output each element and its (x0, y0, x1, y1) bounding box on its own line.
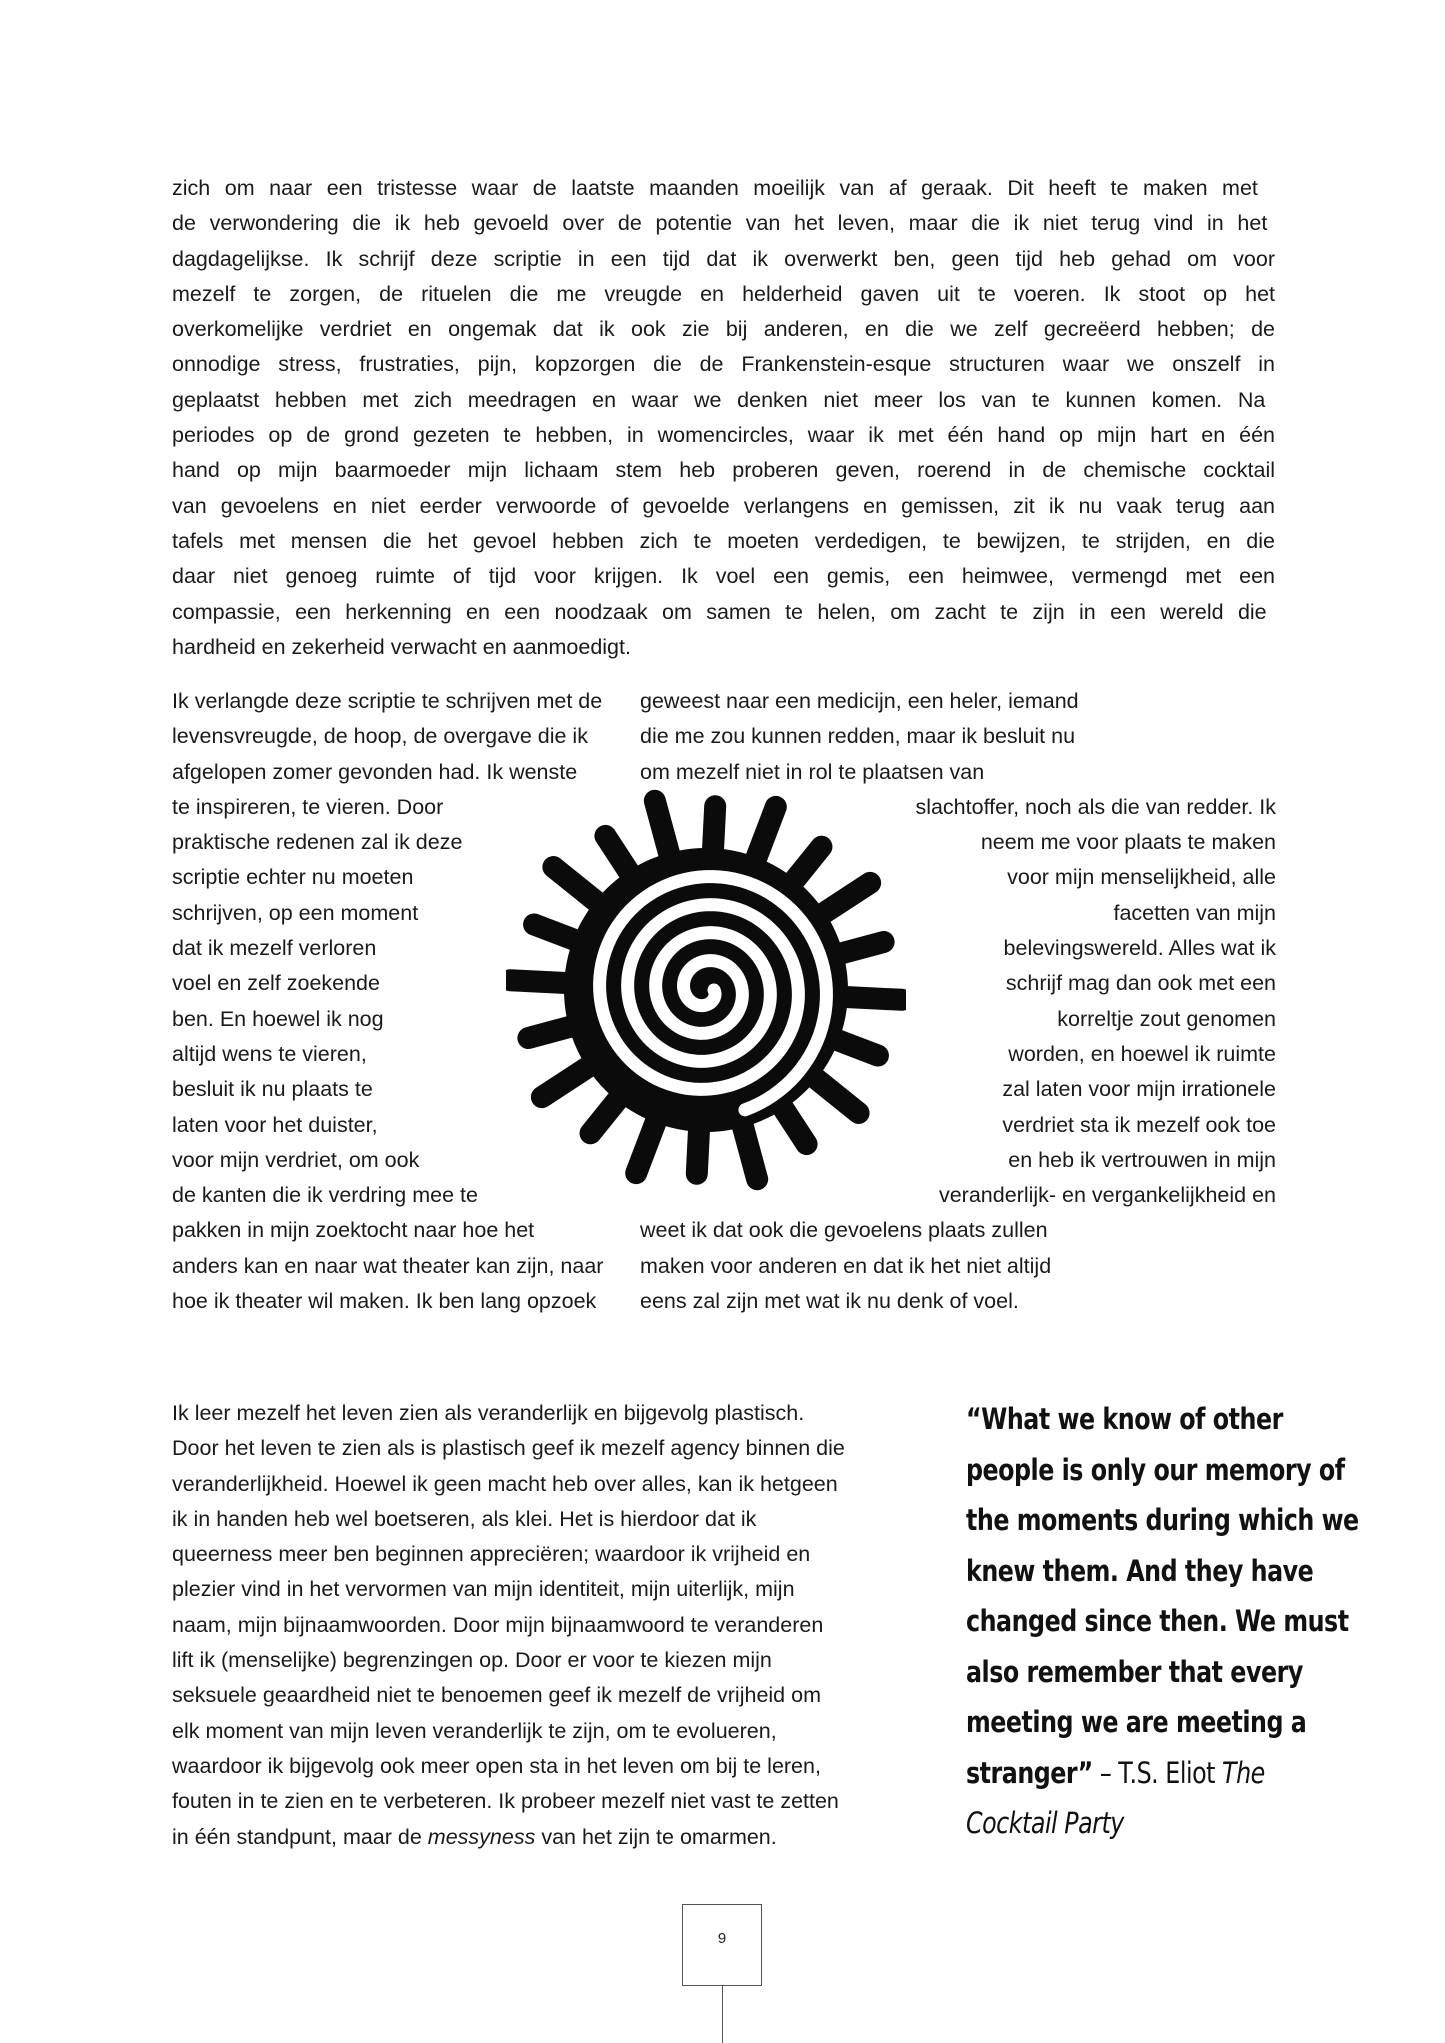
closing-last-line-end: van het zijn te omarmen. (535, 1824, 777, 1849)
intro-line: periodes op de grond gezeten te hebben, in womencircles, waar ik met één hand op mijn hart en één (172, 423, 1275, 448)
quote-line: also remember that every (966, 1654, 1303, 1689)
intro-line: mezelf te zorgen, de rituelen die me vreugde en helderheid gaven uit te voeren. Ik stoot op het (172, 281, 1275, 306)
closing-line: plezier vind in het vervormen van mijn identiteit, mijn uiterlijk, mijn (172, 1577, 795, 1602)
left-column-line: levensvreugde, de hoop, de overgave die ik (172, 724, 588, 749)
closing-line: elk moment van mijn leven veranderlijk te zijn, om te evolueren, (172, 1718, 777, 1743)
page-number-stem (722, 1986, 723, 2043)
intro-line: van gevoelens en niet eerder verwoorde of gevoelde verlangens en gemissen, zit ik nu vaak terug aan (172, 493, 1275, 518)
left-column-line: pakken in mijn zoektocht naar hoe het (172, 1218, 535, 1243)
left-column-line: Ik verlangde deze scriptie te schrijven met de (172, 689, 603, 713)
quote-last-word: stranger” (966, 1755, 1093, 1790)
right-column-line: geweest naar een medicijn, een heler, iemand (640, 689, 1079, 713)
quote-work-title: Cocktail Party (966, 1806, 1124, 1840)
left-column-line: afgelopen zomer gevonden had. Ik wenste (172, 759, 578, 784)
intro-line: dagdagelijkse. Ik schrijf deze scriptie in een tijd dat ik overwerkt ben, geen tijd heb gehad om voor (172, 246, 1275, 271)
closing-line: lift ik (menselijke) begrenzingen op. Door er voor te kiezen mijn (172, 1648, 772, 1673)
spiral-sun-icon (506, 770, 906, 1210)
closing-last-line-start: in één standpunt, maar de (172, 1824, 428, 1849)
right-column-line: belevingswereld. Alles wat ik (1003, 936, 1276, 961)
left-column-line: besluit ik nu plaats te (172, 1077, 373, 1102)
quote-line (966, 1748, 1302, 1799)
right-column-line: korreltje zout genomen (1057, 1006, 1276, 1031)
right-column-line: veranderlijk- en vergankelijkheid en (938, 1183, 1276, 1208)
right-column-line: schrijf mag dan ook met een (1005, 971, 1276, 996)
left-column-line: laten voor het duister, (172, 1112, 378, 1137)
intro-line: de verwondering die ik heb gevoeld over de potentie van het leven, maar die ik niet terug vind in het (172, 211, 1268, 236)
intro-line: zich om naar een tristesse waar de laatste maanden moeilijk van af geraak. Dit heeft te maken met (172, 176, 1258, 200)
right-column-line: en heb ik vertrouwen in mijn (1008, 1147, 1276, 1172)
right-column-line: om mezelf niet in rol te plaatsen van (640, 759, 985, 784)
closing-line: ik in handen heb wel boetseren, als klei. Het is hierdoor dat ik (172, 1506, 757, 1531)
closing-line: naam, mijn bijnaamwoorden. Door mijn bijnaamwoord te veranderen (172, 1612, 824, 1637)
left-column-line: altijd wens te vieren, (172, 1041, 367, 1066)
closing-paragraph (172, 1396, 927, 1855)
right-column-line: slachtoffer, noch als die van redder. Ik (915, 794, 1276, 819)
quote-attribution: – T.S. Eliot (1092, 1755, 1223, 1790)
intro-line: onnodige stress, frustraties, pijn, kopzorgen die de Frankenstein-esque structuren waar we onszelf in (172, 352, 1275, 377)
closing-line: veranderlijkheid. Hoewel ik geen macht heb over alles, kan ik hetgeen (172, 1471, 838, 1496)
quote-line: changed since then. We must (966, 1604, 1349, 1638)
closing-line: Ik leer mezelf het leven zien als veranderlijk en bijgevolg plastisch. (172, 1401, 805, 1425)
right-column-line: maken voor anderen en dat ik het niet altijd (640, 1253, 1052, 1278)
left-column-line: praktische redenen zal ik deze (172, 830, 463, 855)
right-column-line: worden, en hoewel ik ruimte (1008, 1041, 1276, 1066)
intro-line: compassie, een herkenning en een noodzaak om samen te helen, om zacht te zijn in een wereld die (172, 599, 1267, 624)
left-column-line: voor mijn verdriet, om ook (172, 1147, 420, 1172)
intro-line: hand op mijn baarmoeder mijn lichaam stem heb proberen geven, roerend in de chemische cocktail (172, 458, 1275, 483)
closing-line: fouten in te zien en te verbeteren. Ik probeer mezelf niet vast te zetten (172, 1789, 839, 1814)
left-column-line: schrijven, op een moment (172, 900, 419, 925)
quote-line: people is only our memory of (966, 1452, 1345, 1487)
left-column-line: scriptie echter nu moeten (172, 865, 414, 890)
left-column-line: de kanten die ik verdring mee te (172, 1183, 478, 1208)
left-column-line: anders kan en naar wat theater kan zijn, naar (172, 1253, 604, 1278)
intro-line: overkomelijke verdriet en ongemak dat ik ook zie bij anderen, en die we zelf gecreëerd hebben; de (172, 317, 1275, 342)
intro-line: hardheid en zekerheid verwacht en aanmoedigt. (172, 634, 631, 659)
right-column-line: weet ik dat ook die gevoelens plaats zullen (640, 1218, 1048, 1243)
quote-line (966, 1798, 1302, 1849)
left-column-line: dat ik mezelf verloren (172, 936, 377, 961)
right-column-line: facetten van mijn (1113, 900, 1276, 925)
quote-line: the moments during which we (966, 1503, 1359, 1537)
closing-line: queerness meer ben beginnen appreciëren; waardoor ik vrijheid en (172, 1542, 811, 1567)
closing-line: Door het leven te zien als is plastisch geef ik mezelf agency binnen die (172, 1436, 845, 1461)
left-column-line: hoe ik theater wil maken. Ik ben lang opzoek (172, 1289, 597, 1314)
left-column-line: voel en zelf zoekende (172, 971, 380, 996)
right-column-line: die me zou kunnen redden, maar ik besluit nu (640, 724, 1076, 749)
intro-line: daar niet genoeg ruimte of tijd voor krijgen. Ik voel een gemis, een heimwee, vermengd met een (172, 564, 1275, 589)
quote-line: “What we know of other (966, 1402, 1283, 1436)
right-column-line: verdriet sta ik mezelf ook toe (1002, 1112, 1276, 1137)
intro-paragraph (172, 171, 1275, 665)
right-column-line: voor mijn menselijkheid, alle (1007, 865, 1276, 890)
right-column-line: eens zal zijn met wat ik nu denk of voel. (640, 1289, 1019, 1314)
closing-last-line (172, 1820, 927, 1855)
pull-quote (966, 1394, 1359, 1849)
right-column-line: neem me voor plaats te maken (980, 830, 1276, 855)
page-number: 9 (717, 1930, 727, 1947)
left-column-line: ben. En hoewel ik nog (172, 1006, 384, 1031)
closing-line: waardoor ik bijgevolg ook meer open sta in het leven om bij te leren, (172, 1753, 821, 1778)
left-column-line: te inspireren, te vieren. Door (172, 794, 444, 819)
quote-line: knew them. And they have (966, 1553, 1314, 1588)
intro-line: tafels met mensen die het gevoel hebben zich te moeten verdedigen, te bewijzen, te strijden, en die (172, 528, 1275, 553)
quote-work-title: The (1222, 1755, 1265, 1790)
closing-line: seksuele geaardheid niet te benoemen geef ik mezelf de vrijheid om (172, 1683, 821, 1708)
intro-line: geplaatst hebben met zich meedragen en waar we denken niet meer los van te kunnen komen. Na (172, 387, 1266, 412)
right-column-line: zal laten voor mijn irrationele (1002, 1077, 1276, 1102)
emphasis-messyness: messyness (427, 1824, 536, 1849)
quote-line: meeting we are meeting a (966, 1705, 1307, 1739)
